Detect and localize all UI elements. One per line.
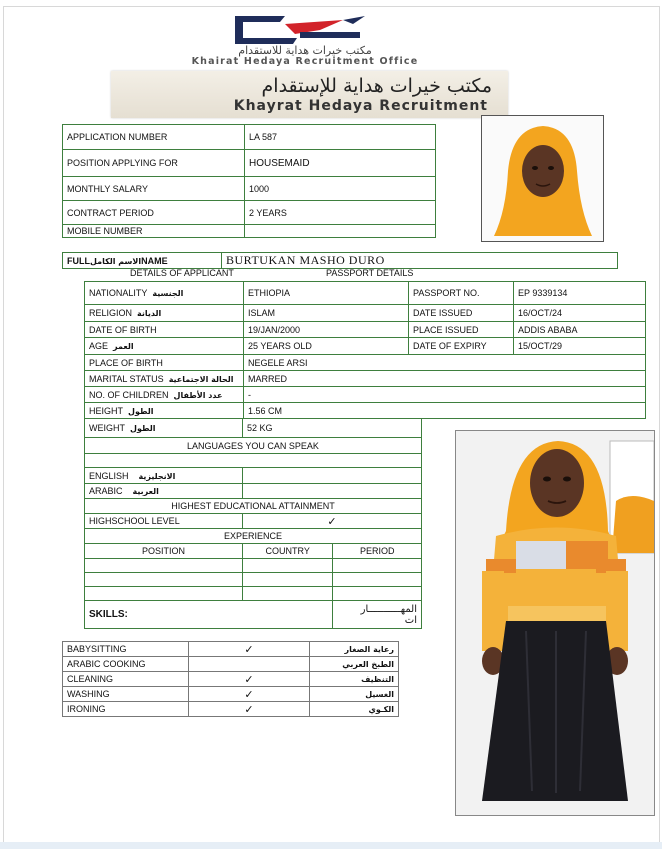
arabic-value (243, 484, 422, 499)
salary-value: 1000 (245, 177, 436, 201)
skill-label: IRONING (63, 702, 189, 717)
skills-arabic-cell (333, 601, 422, 629)
mobile-label: MOBILE NUMBER (63, 225, 245, 238)
skills-label: SKILLS: (85, 601, 333, 629)
company-banner (111, 71, 508, 118)
marital-value: MARRED (244, 371, 646, 387)
english-value (243, 468, 422, 484)
applicant-details-heading: DETAILS OF APPLICANT (130, 268, 234, 278)
english-arabic: الانجليزية (138, 471, 176, 481)
experience-row-cell (243, 573, 333, 587)
nationality-label-text: NATIONALITY (89, 288, 148, 298)
mobile-value (245, 225, 436, 238)
skill-arabic: الكـوي (310, 702, 399, 717)
skill-check-icon: ✓ (189, 702, 310, 717)
skill-arabic: رعاية الصغار (310, 642, 399, 657)
expiry-label: DATE OF EXPIRY (409, 338, 514, 355)
full-name-value: BURTUKAN MASHO DURO (222, 253, 618, 269)
experience-header: EXPERIENCE (85, 529, 422, 544)
skill-arabic: التنظيف (310, 672, 399, 687)
experience-row-cell (333, 573, 422, 587)
skill-label: ARABIC COOKING (63, 657, 189, 672)
height-arabic: الطول (128, 406, 154, 416)
skill-arabic: الطبخ العربي (310, 657, 399, 672)
skill-label: CLEANING (63, 672, 189, 687)
passport-no-value: EP 9339134 (514, 282, 646, 305)
place-of-birth-value: NEGELE ARSI (244, 355, 646, 371)
children-arabic: عدد الأطفال (173, 390, 223, 400)
languages-header: LANGUAGES YOU CAN SPEAK (85, 438, 422, 454)
full-name-label-prefix: FULL (67, 255, 90, 266)
skill-check-icon (189, 657, 310, 672)
applicant-full-body-photo (455, 430, 655, 816)
nationality-value: ETHIOPIA (244, 282, 409, 305)
position-label: POSITION APPLYING FOR (63, 150, 245, 177)
position-value: HOUSEMAID (245, 150, 436, 177)
education-header: HIGHEST EDUCATIONAL ATTAINMENT (85, 499, 422, 514)
children-label-text: NO. OF CHILDREN (89, 389, 169, 400)
marital-arabic: الحالة الاجتماعية (168, 374, 234, 384)
full-name-table (62, 252, 618, 269)
religion-value: ISLAM (244, 305, 409, 322)
experience-row-cell (333, 587, 422, 601)
skill-check-icon: ✓ (189, 687, 310, 702)
skill-arabic: الغسيل (310, 687, 399, 702)
application-number-value: LA 587 (245, 125, 436, 150)
passport-details-heading: PASSPORT DETAILS (326, 268, 414, 278)
nationality-label (85, 282, 244, 305)
age-value: 25 YEARS OLD (244, 338, 409, 355)
skill-check-icon: ✓ (189, 672, 310, 687)
profile-table (84, 418, 422, 629)
contract-value: 2 YEARS (245, 201, 436, 225)
experience-row-cell (85, 587, 243, 601)
experience-col-period: PERIOD (333, 544, 422, 559)
age-label-text: AGE (89, 341, 109, 351)
religion-label-text: RELIGION (89, 308, 133, 318)
full-name-label-arabic: الاسم الكامل (90, 256, 142, 266)
weight-label (85, 419, 243, 438)
experience-col-position: POSITION (85, 544, 243, 559)
education-level: HIGHSCHOOL LEVEL (85, 514, 243, 529)
skills-arabic-line2: ات (404, 614, 417, 626)
weight-value: 52 KG (243, 419, 422, 438)
marital-label-text: MARITAL STATUS (89, 373, 164, 384)
height-label-text: HEIGHT (89, 405, 124, 416)
skill-label: WASHING (63, 687, 189, 702)
banner-english: Khayrat Hedaya Recruitment (233, 98, 488, 114)
logo-english-text: Khairat Hedaya Recruitment Office (191, 56, 419, 67)
date-issued-value: 16/OCT/24 (514, 305, 646, 322)
place-of-birth-label: PLACE OF BIRTH (85, 355, 244, 371)
full-name-label-suffix: NAME (141, 255, 168, 266)
applicant-portrait-photo (481, 115, 604, 242)
application-table (62, 124, 436, 238)
full-name-label (63, 253, 222, 269)
place-issued-label: PLACE ISSUED (409, 322, 514, 338)
education-check-icon: ✓ (243, 514, 422, 529)
skills-table (62, 641, 399, 717)
arabic-arabic: العربية (132, 487, 159, 496)
experience-row-cell (85, 573, 243, 587)
height-value: 1.56 CM (244, 403, 646, 419)
nationality-arabic: الجنسية (152, 289, 184, 298)
english-label-text: ENGLISH (89, 470, 129, 481)
contract-label: CONTRACT PERIOD (63, 201, 245, 225)
height-label (85, 403, 244, 419)
company-logo (225, 12, 395, 46)
experience-row-cell (85, 559, 243, 573)
experience-col-country: COUNTRY (243, 544, 333, 559)
arabic-label (85, 484, 243, 499)
arabic-label-text: ARABIC (89, 486, 123, 496)
children-label (85, 387, 244, 403)
dob-label: DATE OF BIRTH (85, 322, 244, 338)
application-number-label: APPLICATION NUMBER (63, 125, 245, 150)
skills-arabic-line1: المهـــــــــــار (360, 603, 417, 615)
age-label (85, 338, 244, 355)
salary-label: MONTHLY SALARY (63, 177, 245, 201)
children-value: - (244, 387, 646, 403)
details-table (84, 281, 646, 419)
english-label (85, 468, 243, 484)
skill-label: BABYSITTING (63, 642, 189, 657)
place-issued-value: ADDIS ABABA (514, 322, 646, 338)
viewer-bottom-bar (0, 842, 662, 849)
dob-value: 19/JAN/2000 (244, 322, 409, 338)
skill-check-icon: ✓ (189, 642, 310, 657)
age-arabic: العمر (113, 342, 134, 351)
experience-row-cell (243, 559, 333, 573)
marital-label (85, 371, 244, 387)
passport-no-label: PASSPORT NO. (409, 282, 514, 305)
expiry-value: 15/OCT/29 (514, 338, 646, 355)
languages-spacer (85, 454, 422, 468)
experience-row-cell (243, 587, 333, 601)
religion-label (85, 305, 244, 322)
date-issued-label: DATE ISSUED (409, 305, 514, 322)
logo-arabic-text: مكتب خيرات هداية للاستقدام (238, 44, 372, 57)
banner-arabic: مكتب خيرات هداية للإستقدام (261, 75, 492, 97)
religion-arabic: الديانة (137, 309, 162, 318)
experience-row-cell (333, 559, 422, 573)
weight-label-text: WEIGHT (89, 423, 125, 433)
weight-arabic: الطول (130, 424, 156, 433)
